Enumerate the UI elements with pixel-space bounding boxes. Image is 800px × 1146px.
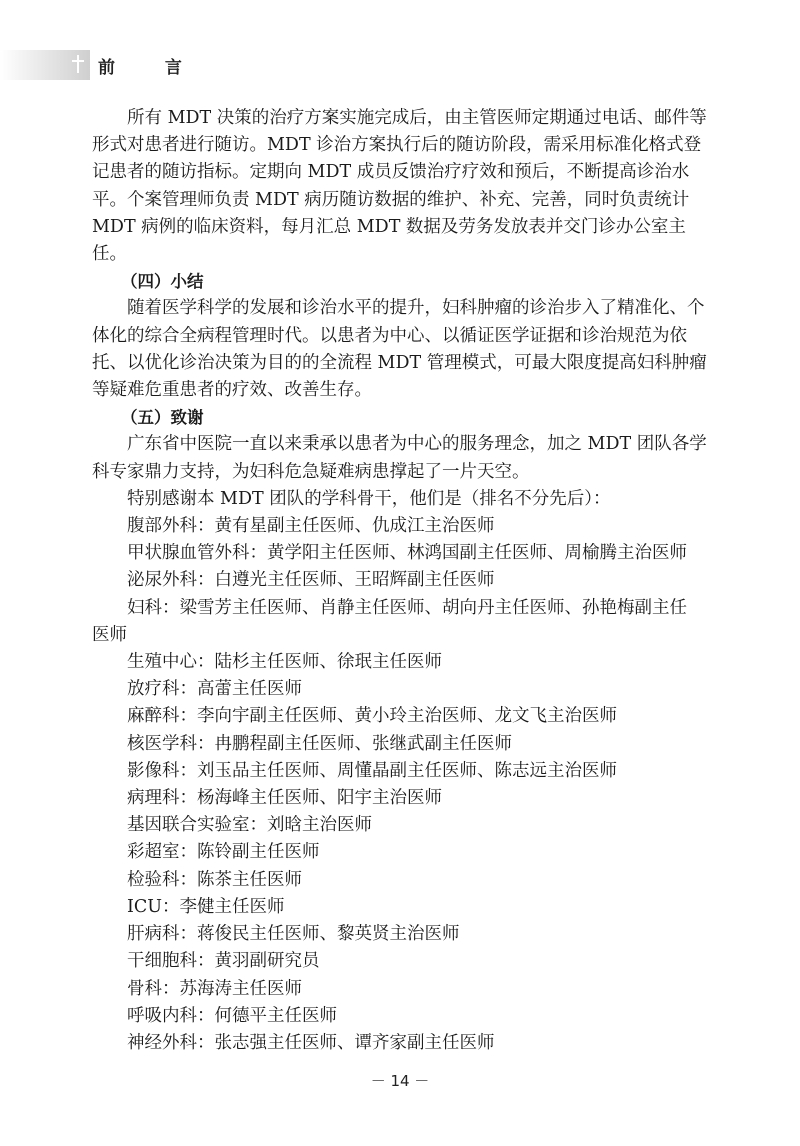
ack-item-respiratory: 呼吸内科：何德平主任医师	[127, 1005, 337, 1026]
ack-item-abdominal-surgery: 腹部外科：黄有星副主任医师、仇成江主治医师	[127, 516, 495, 537]
running-header	[0, 50, 800, 80]
ack-item-neurosurgery: 神经外科：张志强主任医师、谭齐家副主任医师	[127, 1032, 495, 1053]
paragraph-followup: 所有 MDT 决策的治疗方案实施完成后，由主管医师定期通过电话、邮件等形式对患者进行随访。MDT 诊治方案执行后的随访阶段，需采用标准化格式登记患者的随访指标。定期向 MDT 成员反馈治疗疗效和预后，不断提高诊治水平。个案管理师负责 MDT 病历随访数据的维护、补充、完善，同时负责统计 MDT 病例的临床资料，每月汇总 MDT 数据及劳务发放表并交门诊办公室主任。	[92, 108, 707, 265]
paragraph-thanks-intro: 广东省中医院一直以来秉承以患者为中心的服务理念，加之 MDT 团队各学科专家鼎力支持，为妇科危急疑难病患撑起了一片天空。	[92, 434, 707, 482]
paragraph-thanks-list-intro: 特别感谢本 MDT 团队的学科骨干，他们是（排名不分先后）：	[127, 488, 611, 509]
ack-item-gynecology-text: 妇科：梁雪芳主任医师、肖静主任医师、胡向丹主任医师、孙艳梅副主任	[127, 597, 687, 618]
page-body	[92, 105, 712, 1057]
paragraph-summary: 随着医学科学的发展和诊治水平的提升，妇科肿瘤的诊治步入了精准化、个体化的综合全病程管理时代。以患者为中心、以循证医学证据和诊治规范为依托、以优化诊治决策为目的的全流程 MDT 管理模式，可最大限度提高妇科肿瘤等疑难危重患者的疗效、改善生存。	[92, 298, 707, 401]
ack-item-reproductive-center: 生殖中心：陆杉主任医师、徐珉主任医师	[127, 652, 442, 673]
header-title: 前 言	[98, 58, 204, 78]
ack-item-icu: ICU：李健主任医师	[127, 896, 285, 917]
ack-item-hepatology: 肝病科：蒋俊民主任医师、黎英贤主治医师	[127, 924, 460, 945]
ack-item-urology: 泌尿外科：白遵光主任医师、王昭辉副主任医师	[127, 570, 495, 591]
ack-item-stem-cell: 干细胞科：黄羽副研究员	[127, 951, 320, 972]
ack-item-gynecology-continuation: 医师	[92, 624, 127, 645]
ack-item-radiotherapy: 放疗科：高蕾主任医师	[127, 679, 302, 700]
ack-item-laboratory: 检验科：陈茶主任医师	[127, 869, 302, 890]
section-heading-summary: （四）小结	[121, 272, 204, 292]
ack-item-imaging: 影像科：刘玉品主任医师、周懂晶副主任医师、陈志远主治医师	[127, 760, 617, 781]
ack-item-anesthesiology: 麻醉科：李向宇副主任医师、黄小玲主治医师、龙文飞主治医师	[127, 706, 617, 727]
ack-item-ultrasound: 彩超室：陈铃副主任医师	[127, 842, 320, 863]
ack-item-gene-lab: 基因联合实验室：刘晗主治医师	[127, 815, 372, 836]
page-number: － 14 －	[370, 1072, 430, 1090]
ack-item-gynecology	[92, 595, 712, 649]
cross-ornament-icon	[70, 53, 86, 75]
ack-item-thyroid-vascular: 甲状腺血管外科：黄学阳主任医师、林鸿国副主任医师、周榆腾主治医师	[127, 543, 687, 564]
ack-item-pathology: 病理科：杨海峰主任医师、阳宇主治医师	[127, 788, 442, 809]
section-heading-thanks: （五）致谢	[121, 408, 204, 428]
ack-item-nuclear-medicine: 核医学科：冉鹏程副主任医师、张继武副主任医师	[127, 733, 512, 754]
ack-item-orthopedics: 骨科：苏海涛主任医师	[127, 978, 302, 999]
